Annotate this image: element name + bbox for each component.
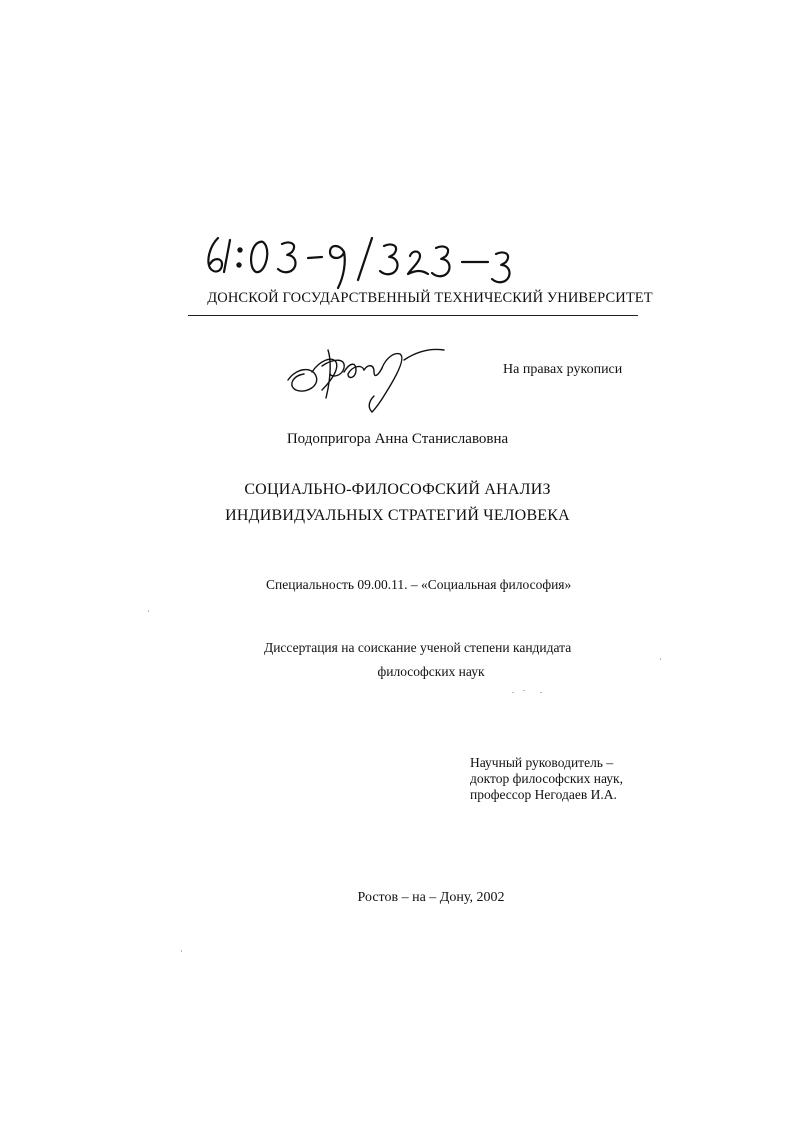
- scan-speck: [148, 610, 149, 612]
- scan-speck: [512, 692, 514, 693]
- advisor-line-3: профессор Негодаев И.А.: [470, 787, 617, 802]
- scan-speck: [523, 690, 525, 691]
- manuscript-rights-note: На правах рукописи: [503, 362, 623, 377]
- degree-line-2: философских наук: [377, 664, 485, 679]
- header-divider: [188, 315, 638, 316]
- thesis-title-line-1: СОЦИАЛЬНО-ФИЛОСОФСКИЙ АНАЛИЗ: [244, 481, 551, 498]
- city-and-year: Ростов – на – Дону, 2002: [357, 890, 505, 905]
- specialty-line: Специальность 09.00.11. – «Социальная философия»: [266, 577, 572, 592]
- scan-speck: [540, 692, 542, 693]
- scan-speck: [181, 950, 182, 952]
- handwritten-catalog-number: [204, 232, 534, 292]
- author-name: Подопригора Анна Станиславовна: [286, 431, 509, 447]
- advisor-line-1: Научный руководитель –: [470, 755, 614, 770]
- thesis-title-line-2: ИНДИВИДУАЛЬНЫХ СТРАТЕГИЙ ЧЕЛОВЕКА: [225, 507, 570, 524]
- scan-speck: [660, 658, 661, 660]
- degree-line-1: Диссертация на соискание ученой степени кандидата: [264, 640, 572, 655]
- scientific-advisor: [470, 755, 623, 803]
- author-signature: [282, 332, 450, 416]
- advisor-line-2: доктор философских наук,: [470, 771, 623, 786]
- university-name: ДОНСКОЙ ГОСУДАРСТВЕННЫЙ ТЕХНИЧЕСКИЙ УНИВЕРСИТЕТ: [207, 290, 653, 306]
